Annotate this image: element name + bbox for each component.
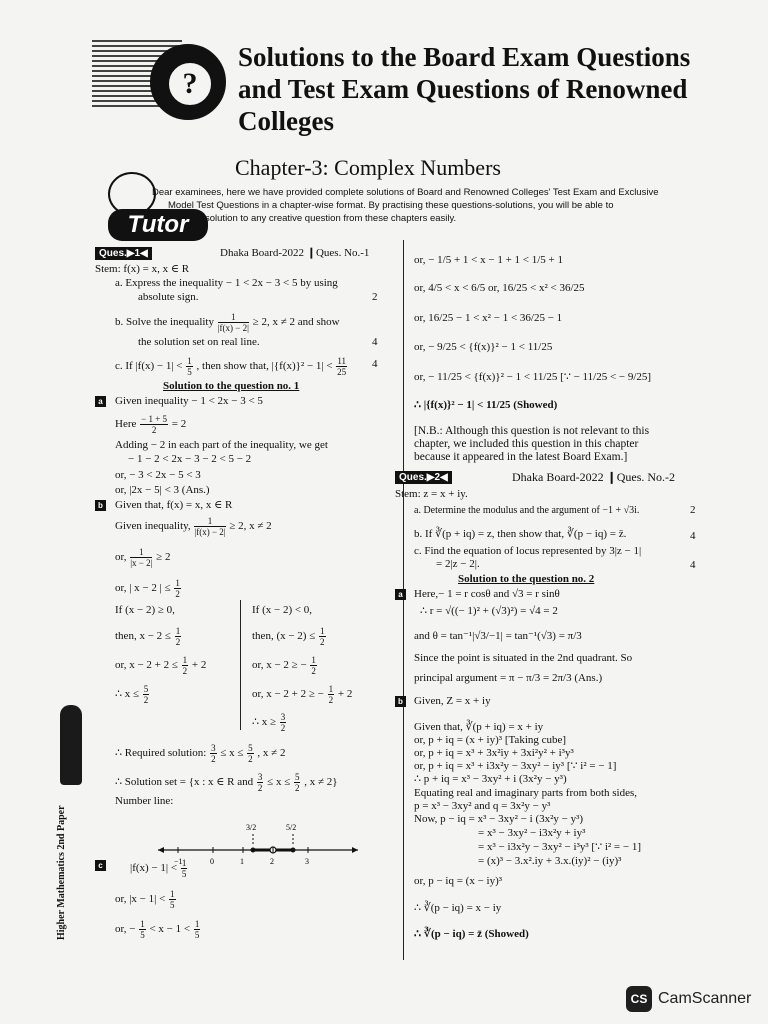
solution-line: Given that, ∛(p + iq) = x + iy [414,721,544,733]
question-part-a-cont: absolute sign. [138,291,199,303]
case-right: ∴ x ≥ $\frac{3}{2}$ [252,712,286,733]
solution-line: Given, Z = x + iy [414,695,491,707]
solution-line: Now, p − iq = x³ − 3xy² − i (3x²y − y³) [414,813,584,825]
solution-line: Given inequality, $\frac{1}{|f(x) - 2|}$ ≥ 2, x ≠ 2 [115,516,272,537]
solution-line: or, − $\frac{1}{5}$ < x − 1 < $\frac{1}{5}$ [115,919,200,940]
solution-line: Here $\frac{- 1 + 5}{2}$ = 2 [115,414,187,435]
case-right: or, x − 2 ≥ − $\frac{1}{2}$ [252,655,316,676]
page-title-line1: Solutions to the Board Exam Questions [238,42,691,72]
question-part-c: c. Find the equation of locus represented by 3|z − 1| [414,545,642,557]
intro-line1: Dear examinees, here we have provided complete solutions of Board and Renowned Colleges' Test Exam and Exclusive [152,187,659,198]
page-title-line2: and Test Exam Questions of Renowned [238,74,688,104]
question-source: Dhaka Board-2022 ❙Ques. No.-2 [512,470,676,484]
solution-line: Given that, f(x) = x, x ∈ R [115,499,233,511]
question-stem: Stem: f(x) = x, x ∈ R [95,263,190,275]
camscanner-watermark [626,986,751,1012]
solution-line: Since the point is situated in the 2nd quadrant. So [414,652,633,664]
question-tag: Ques.▶2◀ [395,471,452,484]
case-left: then, x − 2 ≤ $\frac{1}{2}$ [115,626,181,647]
solution-line: ∴ p + iq = x³ − 3xy² + i (3x²y − y³) [414,773,567,785]
solution-line: or, − 3 < 2x − 5 < 3 [115,469,201,481]
number-line-label: Number line: [115,795,174,807]
solution-line: or, p − iq = (x − iy)³ [414,875,503,887]
question-stem: Stem: z = x + iy. [395,488,468,500]
case-left: or, x − 2 + 2 ≤ $\frac{1}{2}$ + 2 [115,655,207,676]
note-line: [N.B.: Although this question is not relevant to this [414,425,650,437]
svg-text:1: 1 [240,857,244,866]
solution-line: = x³ − 3xy² − i3x²y + iy³ [478,827,586,839]
intro-line2: Model Test Questions in a chapter-wise format. By practising these questions-solutions, you will be able to [168,200,614,211]
svg-text:−1: −1 [174,857,183,866]
side-book-label: Higher Mathematics 2nd Paper [56,805,67,940]
solution-line: or, $\frac{1}{|x - 2|}$ ≥ 2 [115,547,171,568]
part-a-marker: a [95,396,106,407]
question-part-c-cont: = 2|z − 2|. [436,558,480,570]
solution-line: or, |x − 1| < $\frac{1}{5}$ [115,889,175,910]
svg-text:2: 2 [270,857,274,866]
case-right: then, (x − 2) ≤ $\frac{1}{2}$ [252,626,325,647]
question-tag: Ques.▶1◀ [95,247,152,260]
marks: 2 [690,504,696,516]
required-solution: ∴ Required solution: $\frac{3}{2}$ ≤ x ≤ $\frac{5}{2}$ , x ≠ 2 [115,743,286,764]
case-divider [240,600,241,730]
solution-line: or, p + iq = x³ + 3x²iy + 3xi²y² + i³y³ [414,747,574,759]
note-line: because it appeared in the latest Board Exam.] [414,451,628,463]
solution-line: Adding − 2 in each part of the inequality, we get [115,439,328,451]
tutor-badge: Tutor [108,209,208,241]
case-right: If (x − 2) < 0, [252,604,313,616]
solution-line: or, | x − 2 | ≤ $\frac{1}{2}$ [115,578,180,599]
solution-line: Given inequality − 1 < 2x − 3 < 5 [115,395,263,407]
solution-answer: principal argument = π − π/3 = 2π/3 (Ans.) [414,672,603,684]
svg-text:5/2: 5/2 [286,823,297,832]
side-tab-decoration [60,705,82,785]
continued-line: or, − 1/5 + 1 < x − 1 + 1 < 1/5 + 1 [414,254,564,266]
continued-line: or, 4/5 < x < 6/5 or, 16/25 < x² < 36/25 [414,282,585,294]
question-source: Dhaka Board-2022 ❙Ques. No.-1 [220,247,370,259]
solution-line: and θ = tan⁻¹|√3/−1| = tan⁻¹(√3) = π/3 [414,630,582,642]
camscanner-logo-icon: CS [626,986,652,1012]
continued-line: or, − 9/25 < {f(x)}² − 1 < 11/25 [414,341,553,353]
solution-line: − 1 − 2 < 2x − 3 − 2 < 5 − 2 [128,453,252,465]
solution-line: or, p + iq = x³ + i3x²y − 3xy² − iy³ [∵ i² = − 1] [414,760,617,772]
case-left: ∴ x ≤ $\frac{5}{2}$ [115,684,149,705]
solution-line: = x³ − i3x²y − 3xy² − i³y³ [∵ i² = − 1] [478,841,642,853]
solution-line: Equating real and imaginary parts from both sides, [414,787,637,799]
column-divider [403,240,404,960]
marks: 4 [690,530,696,542]
part-a-marker: a [395,589,406,600]
part-b-marker: b [95,500,106,511]
solution-line: p = x³ − 3xy² and q = 3x²y − y³ [414,800,551,812]
search-logo-icon: ? [150,44,226,120]
part-c-marker: c [95,860,106,871]
question-part-a: a. Express the inequality − 1 < 2x − 3 < 5 by using [115,277,338,289]
solution-answer: ∴ ∛(p − iq) = z̄ (Showed) [414,928,529,940]
solution-answer: or, |2x − 5| < 3 (Ans.) [115,484,210,496]
svg-text:3/2: 3/2 [246,823,257,832]
solution-set: ∴ Solution set = {x : x ∈ R and $\frac{3}{2}$ ≤ x ≤ $\frac{5}{2}$ , x ≠ 2} [115,772,338,793]
question-part-b: b. Solve the inequality $\frac{1}{|f(x) - 2|}$ ≥ 2, x ≠ 2 and show [115,312,340,333]
page-title-line3: Colleges [238,106,334,136]
solution-line: ∴ r = √((− 1)² + (√3)²) = √4 = 2 [420,605,558,617]
marks: 4 [690,559,696,571]
continued-line: or, − 11/25 < {f(x)}² − 1 < 11/25 [∵ − 11/25 < − 9/25] [414,371,652,383]
marks: 4 [372,336,378,348]
question-part-b-cont: the solution set on real line. [138,336,260,348]
solution-line: = (x)³ − 3.x².iy + 3.x.(iy)² − (iy)³ [478,855,622,867]
solution-heading: Solution to the question no. 1 [163,380,300,392]
svg-text:3: 3 [305,857,309,866]
case-right: or, x − 2 + 2 ≥ − $\frac{1}{2}$ + 2 [252,684,353,705]
camscanner-label: CamScanner [658,990,752,1007]
note-line: chapter, we included this question in this chapter [414,438,639,450]
solution-line: |f(x) − 1| < $\frac{1}{5}$ [130,858,187,879]
continued-line: ∴ |{f(x)}² − 1| < 11/25 (Showed) [414,399,558,411]
svg-text:0: 0 [210,857,214,866]
question-part-c: c. If |f(x) − 1| < $\frac{1}{5}$ , then show that, |{f(x)}² − 1| < $\frac{11}{25}$ [115,356,347,377]
question-part-a: a. Determine the modulus and the argument of −1 + √3i. [414,505,640,516]
solution-line: Here,− 1 = r cosθ and √3 = r sinθ [414,588,560,600]
marks: 4 [372,358,378,370]
solution-line: or, p + iq = (x + iy)³ [Taking cube] [414,734,567,746]
continued-line: or, 16/25 − 1 < x² − 1 < 36/25 − 1 [414,312,563,324]
case-left: If (x − 2) ≥ 0, [115,604,175,616]
chapter-title: Chapter-3: Complex Numbers [235,155,501,180]
question-part-b: b. If ∛(p + iq) = z, then show that, ∛(p − iq) = z̄. [414,528,627,540]
part-b-marker: b [395,696,406,707]
marks: 2 [372,291,378,303]
solution-heading: Solution to the question no. 2 [458,573,595,585]
intro-line3: solution to any creative question from these chapters easily. [205,213,457,224]
solution-line: ∴ ∛(p − iq) = x − iy [414,902,502,914]
